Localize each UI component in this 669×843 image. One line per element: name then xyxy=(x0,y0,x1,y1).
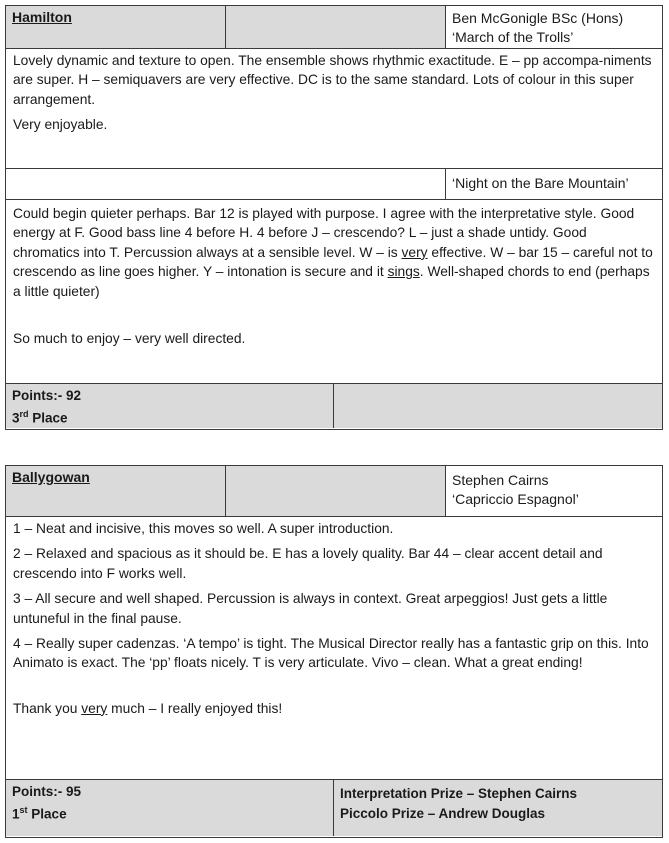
comment-paragraph: So much to enjoy – very well directed. xyxy=(13,331,246,347)
prizes-cell xyxy=(334,780,662,836)
prizes-cell xyxy=(334,384,662,428)
comment-paragraph: 2 – Relaxed and spacious as it should be. E has a lovely quality. Bar 44 – clear accent detail and crescendo into F works well. xyxy=(13,546,603,581)
comment-paragraph: Could begin quieter perhaps. Bar 12 is played with purpose. I agree with the interpretative style. Good energy at F. Good bass line 4 before H. 4 before J – crescendo? L – just a shade untidy. Good chromatics into T. Percussion always at a sensible level. W – is very effective. W – bar 15 – careful not to crescendo as line goes higher. Y – intonation is secure and it sings. Well-shaped chords to end (perhaps a little quieter) xyxy=(13,206,653,299)
band-name-cell xyxy=(6,6,226,48)
adjudication-card-ballygowan xyxy=(5,465,663,838)
comment-paragraph: Lovely dynamic and texture to open. The ensemble shows rhythmic exactitude. E – pp accompa-niments are super. H – semiquavers are very effective. DC is to the same standard. Lots of colour in this super arrangement. xyxy=(13,53,652,107)
header-info-cell xyxy=(446,6,662,48)
comments-section xyxy=(6,49,662,168)
placing: 3rd Place xyxy=(12,409,68,426)
header-info-cell xyxy=(446,466,662,516)
adjudication-card-hamilton xyxy=(5,5,663,430)
header-spacer-cell xyxy=(226,6,446,48)
card-header xyxy=(6,6,662,49)
band-name: Ballygowan xyxy=(12,469,90,485)
comment-paragraph: Thank you very much – I really enjoyed this! xyxy=(13,700,283,716)
piece-title: ‘Capriccio Espagnol’ xyxy=(452,491,579,507)
points-cell xyxy=(6,780,334,836)
comments-section xyxy=(6,517,662,779)
divider-info-cell xyxy=(446,169,662,199)
prize-entry: Interpretation Prize – Stephen Cairns xyxy=(340,786,578,801)
card-footer xyxy=(6,779,662,836)
comments-section xyxy=(6,200,662,383)
card-footer xyxy=(6,383,662,428)
conductor-name: Ben McGonigle BSc (Hons) xyxy=(452,10,624,26)
piece-title: ‘March of the Trolls’ xyxy=(452,29,574,45)
comment-paragraph: 3 – All secure and well shaped. Percussion is always in context. Great arpeggios! Just gets a little untuneful in the final pause. xyxy=(13,591,608,626)
points-total: Points:- 95 xyxy=(12,784,82,799)
comment-paragraph: Very enjoyable. xyxy=(13,117,108,133)
comment-paragraph: 1 – Neat and incisive, this moves so well. A super introduction. xyxy=(13,521,394,536)
card-header xyxy=(6,466,662,517)
divider-blank-cell xyxy=(6,169,446,199)
piece-divider-row xyxy=(6,168,662,200)
piece-title: ‘Night on the Bare Mountain’ xyxy=(452,175,629,191)
prize-entry: Piccolo Prize – Andrew Douglas xyxy=(340,806,546,821)
placing: 1st Place xyxy=(12,805,67,822)
conductor-name: Stephen Cairns xyxy=(452,472,549,488)
header-spacer-cell xyxy=(226,466,446,516)
band-name-cell xyxy=(6,466,226,516)
band-name: Hamilton xyxy=(12,9,72,25)
points-total: Points:- 92 xyxy=(12,388,82,403)
comment-paragraph: 4 – Really super cadenzas. ‘A tempo’ is tight. The Musical Director really has a fantastic grip on this. Into Animato is exact. The ‘pp’ floats nicely. T is very articulate. Vivo – clean. What a great ending! xyxy=(13,636,649,671)
points-cell xyxy=(6,384,334,428)
